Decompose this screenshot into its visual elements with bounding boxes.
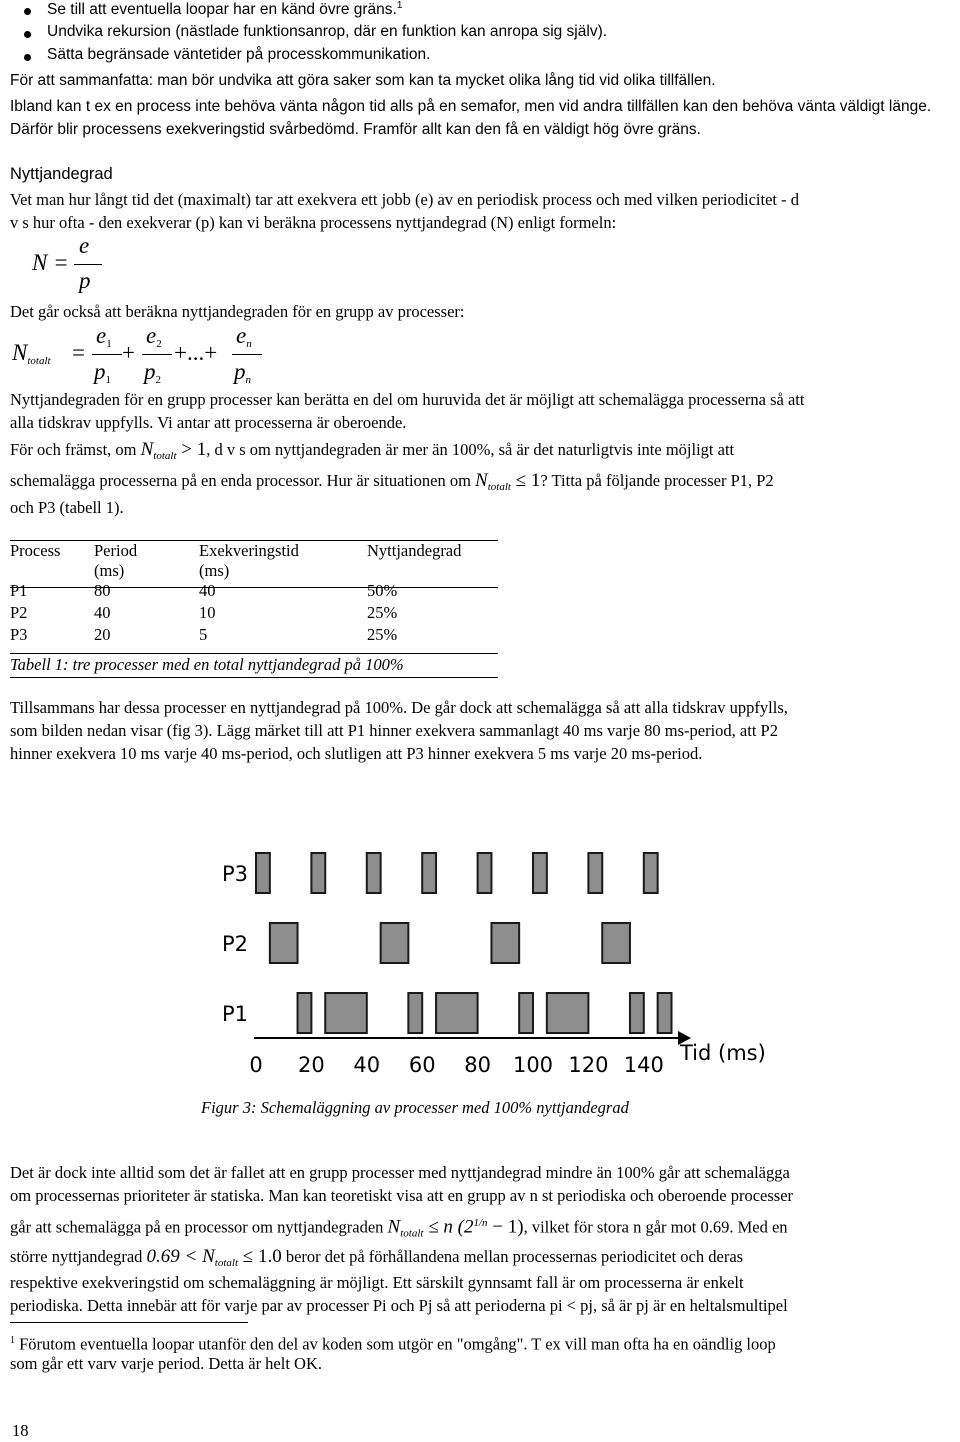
paragraph-line: alla tidskrav uppfylls. Vi antar att processerna är oberoende. [10,413,407,432]
table-cell: 80 [94,581,111,600]
table-cell: P2 [10,603,28,622]
table-row [10,625,498,647]
bullet-item: Undvika rekursion (nästlade funktionsanrop, där en funktion kan anropa sig själv). [47,23,608,40]
table-header: Nyttjandegrad [367,541,462,560]
section-heading: Nyttjandegrad [10,165,113,183]
execution-block-p1 [630,993,644,1033]
table-row [10,581,498,603]
execution-block-p2 [602,923,630,963]
table-cell: 5 [199,625,208,644]
paragraph-line: Det är dock inte alltid som det är fallet att en grupp processer med nyttjandegrad mindre än 100% går att schemalägga [10,1163,790,1182]
execution-block-p1 [547,993,589,1033]
table-cell: 50% [367,581,398,600]
axis-tick-label: 20 [298,1053,325,1077]
paragraph-line: v s hur ofta - den exekverar (p) kan vi beräkna processens nyttjandegrad (N) enligt formeln: [10,213,617,232]
paragraph-line: periodiska. Detta innebär att för varje par av processer Pi och Pj så att perioderna pi < pj, så är pj är en heltalsmultipel [10,1296,788,1315]
paragraph-line: om processernas prioriteter är statiska. Man kan teoretiskt visa att en grupp av n st periodiska och oberoende processer [10,1186,794,1205]
execution-block-p1 [408,993,422,1033]
table-cell: P1 [10,581,28,600]
table-header-row [10,541,498,581]
execution-block-p3 [367,853,381,893]
execution-block-p3 [644,853,658,893]
paragraph-line: För att sammanfatta: man bör undvika att göra saker som kan ta mycket olika lång tid vid olika tillfällen. [10,72,716,89]
figure-caption: Figur 3: Schemaläggning av processer med 100% nyttjandegrad [201,1098,629,1117]
paragraph-line: respektive exekveringstid om schemaläggning är möjligt. Ett särskilt gynnsamt fall är om processerna är enkelt [10,1273,744,1292]
execution-block-p3 [478,853,492,893]
axis-tick-label: 80 [464,1053,491,1077]
paragraph-line: som bilden nedan visar (fig 3). Lägg märket till att P1 hinner exekvera sammanlagt 40 ms varje 80 ms-period, att P2 [10,721,778,740]
execution-block-p2 [381,923,409,963]
paragraph-line: större nyttjandegrad $0.69 < N_{totalt} \le 1.0$ beror det på förhållandena mellan processernas periodicitet och deras [10,1246,744,1269]
table-cell: 40 [94,603,111,622]
paragraph-line: schemalägga processerna på en enda processor. Hur är situationen om $N_{totalt} \le 1$? Titta på följande processer P1, P2 [10,470,774,493]
process-row-label: P1 [222,1002,249,1026]
paragraph-line: Nyttjandegraden för en grupp processer kan berätta en del om huruvida det är möjligt att schemalägga processerna så att [10,390,805,409]
execution-block-p3 [311,853,325,893]
paragraph-line: Vet man hur långt tid det (maximalt) tar att exekvera ett jobb (e) av en periodisk process och med vilken periodicitet - d [10,190,799,209]
paragraph-line: går att schemalägga på en processor om nyttjandegraden $N_{totalt} \le n$ $(2^{1/n} - 1)$, vilket för stora n går mot 0.69. Med en [10,1216,788,1240]
axis-tick-label: 120 [568,1053,609,1077]
footnote: $^1$ Förutom eventuella loopar utanför den del av koden som utgör en "omgång". T ex vill man ofta ha en oändlig loop [10,1334,776,1354]
axis-tick-label: 40 [353,1053,381,1077]
table-cell: 20 [94,625,111,644]
execution-block-p2 [270,923,298,963]
execution-block-p2 [491,923,519,963]
schedule-figure [200,815,800,1090]
execution-block-p3 [256,853,270,893]
process-table [10,541,498,647]
page-number: 18 [12,1421,29,1440]
bullet-item: Sätta begränsade väntetider på processkommunikation. [47,46,431,63]
bullet-marker [24,31,31,38]
table-header: Period (ms) [94,541,138,580]
paragraph-line: och P3 (tabell 1). [10,498,124,517]
axis-tick-label: 100 [512,1053,554,1077]
process-row-label: P2 [222,932,249,956]
table-cell: 40 [199,581,216,600]
execution-block-p3 [533,853,547,893]
bullet-item: Se till att eventuella loopar har en känd övre gräns.$^1$ [47,0,403,19]
execution-block-p1 [298,993,312,1033]
axis-tick-label: 60 [408,1053,436,1077]
paragraph-line: hinner exekvera 10 ms varje 40 ms-period, och slutligen att P3 hinner exekvera 5 ms varje 20 ms-period. [10,744,703,763]
execution-block-p1 [658,993,672,1033]
table-header: Process [10,541,61,560]
table-caption: Tabell 1: tre processer med en total nyttjandegrad på 100% [10,655,404,674]
paragraph-line: Tillsammans har dessa processer en nyttjandegrad på 100%. De går dock att schemalägga så att alla tidskrav uppfylls, [10,698,788,717]
paragraph-line: Det går också att beräkna nyttjandegraden för en grupp av processer: [10,302,465,321]
paragraph-line: För och främst, om $N_{totalt} > 1$, d v s om nyttjandegraden är mer än 100%, så är det naturligtvis inte möjligt att [10,439,735,462]
table-cell: 25% [367,625,398,644]
table-cell: 10 [199,603,216,622]
axis-tick-label: 140 [623,1053,664,1077]
process-row-label: P3 [222,862,249,886]
execution-block-p1 [325,993,367,1033]
footnote-rule [10,1322,248,1323]
table-cell: 25% [367,603,398,622]
axis-tick-label: 0 [249,1053,263,1077]
table-cell: P3 [10,625,28,644]
table-header: Exekveringstid (ms) [199,541,299,580]
footnote: som går ett varv varje period. Detta är helt OK. [10,1354,323,1373]
execution-block-p1 [519,993,533,1033]
table-row [10,603,498,625]
table-rule [10,677,498,678]
execution-block-p1 [436,993,478,1033]
execution-block-p3 [422,853,436,893]
table-rule [10,587,498,588]
paragraph-line: Ibland kan t ex en process inte behöva vänta någon tid alls på en semafor, men vid andra tillfällen kan den behöva vänta väldigt länge. Därför blir processens exekveringstid svårbedömd. Framför allt kan den få en väldigt hög övre gräns. [10,98,932,138]
bullet-marker [24,54,31,61]
execution-block-p3 [588,853,602,893]
bullet-marker [24,8,31,15]
axis-label: Tid (ms) [680,1041,766,1065]
